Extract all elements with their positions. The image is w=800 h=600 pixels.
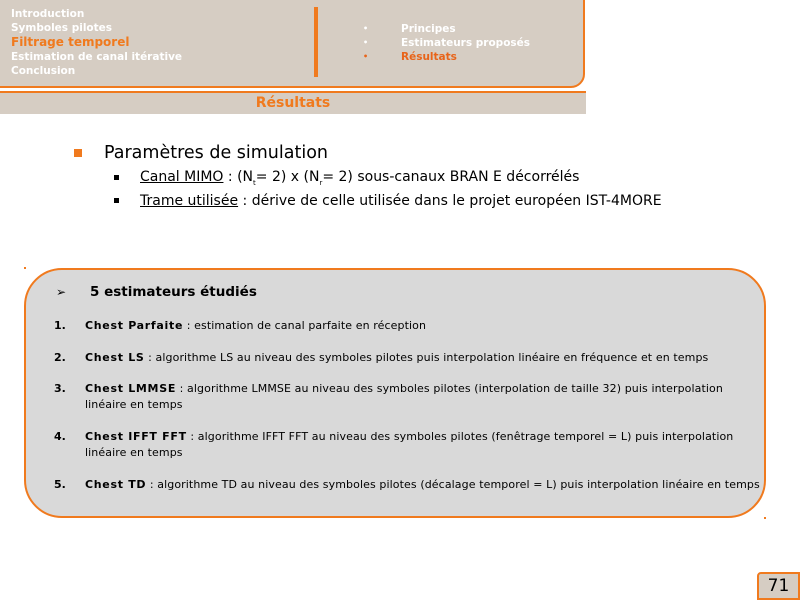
estimator-name: Chest LMMSE bbox=[85, 382, 177, 395]
estimator-name: Chest LS bbox=[85, 351, 145, 364]
item-number: 1. bbox=[54, 319, 66, 332]
decorative-dot bbox=[764, 517, 766, 519]
nav-subsection-label: Résultats bbox=[401, 51, 457, 64]
square-bullet-icon bbox=[114, 198, 119, 203]
nav-section-filtrage-temporel[interactable]: Filtrage temporel bbox=[11, 35, 130, 50]
param-text bbox=[140, 193, 662, 209]
canal-label: Canal MIMO bbox=[140, 169, 224, 185]
estimator-desc: : algorithme LS au niveau des symboles pilotes puis interpolation linéaire en fréquence et en temps bbox=[144, 351, 709, 364]
estimator-name: Chest TD bbox=[85, 478, 147, 491]
estimators-heading-row bbox=[56, 284, 257, 300]
bullet-icon: • bbox=[363, 24, 369, 33]
canal-end: = 2) sous-canaux BRAN E décorrélés bbox=[322, 169, 580, 185]
slide-title: Résultats bbox=[0, 91, 586, 114]
canal-sub-t: t bbox=[253, 178, 256, 187]
nav-divider bbox=[314, 7, 318, 77]
nav-section-estimation-iterative[interactable]: Estimation de canal itérative bbox=[11, 50, 183, 63]
estimator-item bbox=[54, 350, 764, 366]
estimator-item bbox=[54, 477, 764, 493]
trame-label: Trame utilisée bbox=[140, 192, 239, 209]
param-trame bbox=[114, 193, 662, 209]
nav-section-introduction[interactable]: Introduction bbox=[11, 8, 85, 20]
nav-subsection-principes[interactable] bbox=[363, 22, 530, 36]
estimator-desc: : estimation de canal parfaite en réception bbox=[183, 319, 427, 332]
canal-sub-r: r bbox=[319, 178, 323, 187]
nav-subsection-resultats[interactable] bbox=[363, 50, 530, 64]
canal-text: : (N bbox=[223, 169, 254, 185]
subsection-list bbox=[363, 22, 530, 65]
nav-section-conclusion[interactable]: Conclusion bbox=[11, 64, 76, 77]
page-number: 71 bbox=[757, 572, 800, 600]
estimators-box bbox=[24, 268, 766, 518]
canal-mid: = 2) x (N bbox=[255, 169, 320, 185]
simulation-parameters bbox=[74, 143, 662, 209]
param-canal-mimo bbox=[114, 169, 662, 187]
trame-text: : dérive de celle utilisée dans le projet européen IST-4MORE bbox=[238, 192, 662, 209]
item-number: 2. bbox=[54, 351, 66, 364]
params-heading: Paramètres de simulation bbox=[104, 143, 329, 163]
item-number: 4. bbox=[54, 430, 66, 443]
bullet-icon: • bbox=[363, 52, 369, 62]
nav-subsection-estimateurs[interactable] bbox=[363, 36, 530, 50]
estimator-item bbox=[54, 318, 764, 334]
estimator-desc: : algorithme TD au niveau des symboles pilotes (décalage temporel = L) puis interpolation linéaire en temps bbox=[146, 478, 760, 491]
estimator-item bbox=[54, 429, 764, 461]
nav-subsection-label: Principes bbox=[401, 23, 456, 35]
bullet-icon: • bbox=[363, 38, 369, 48]
square-bullet-icon bbox=[74, 149, 82, 157]
params-heading-item bbox=[74, 143, 662, 163]
estimator-name: Chest Parfaite bbox=[85, 319, 184, 332]
param-text bbox=[140, 169, 579, 187]
nav-subsection-label: Estimateurs proposés bbox=[401, 37, 531, 50]
estimator-name: Chest IFFT FFT bbox=[85, 430, 187, 443]
estimator-desc: : algorithme LMMSE au niveau des symboles pilotes (interpolation de taille 32) puis interpolation linéaire en temps bbox=[85, 382, 723, 411]
arrow-bullet-icon: ➢ bbox=[56, 285, 67, 299]
nav-section-symboles-pilotes[interactable]: Symboles pilotes bbox=[11, 22, 113, 35]
decorative-dot bbox=[24, 267, 26, 269]
estimator-desc: : algorithme IFFT FFT au niveau des symboles pilotes (fenêtrage temporel = L) puis interpolation linéaire en temps bbox=[85, 430, 734, 459]
navigation-panel bbox=[0, 0, 585, 88]
section-list bbox=[11, 7, 182, 78]
item-number: 3. bbox=[54, 382, 66, 395]
estimator-item bbox=[54, 381, 764, 413]
estimators-heading: 5 estimateurs étudiés bbox=[90, 284, 257, 300]
item-number: 5. bbox=[54, 478, 66, 491]
square-bullet-icon bbox=[114, 175, 119, 180]
